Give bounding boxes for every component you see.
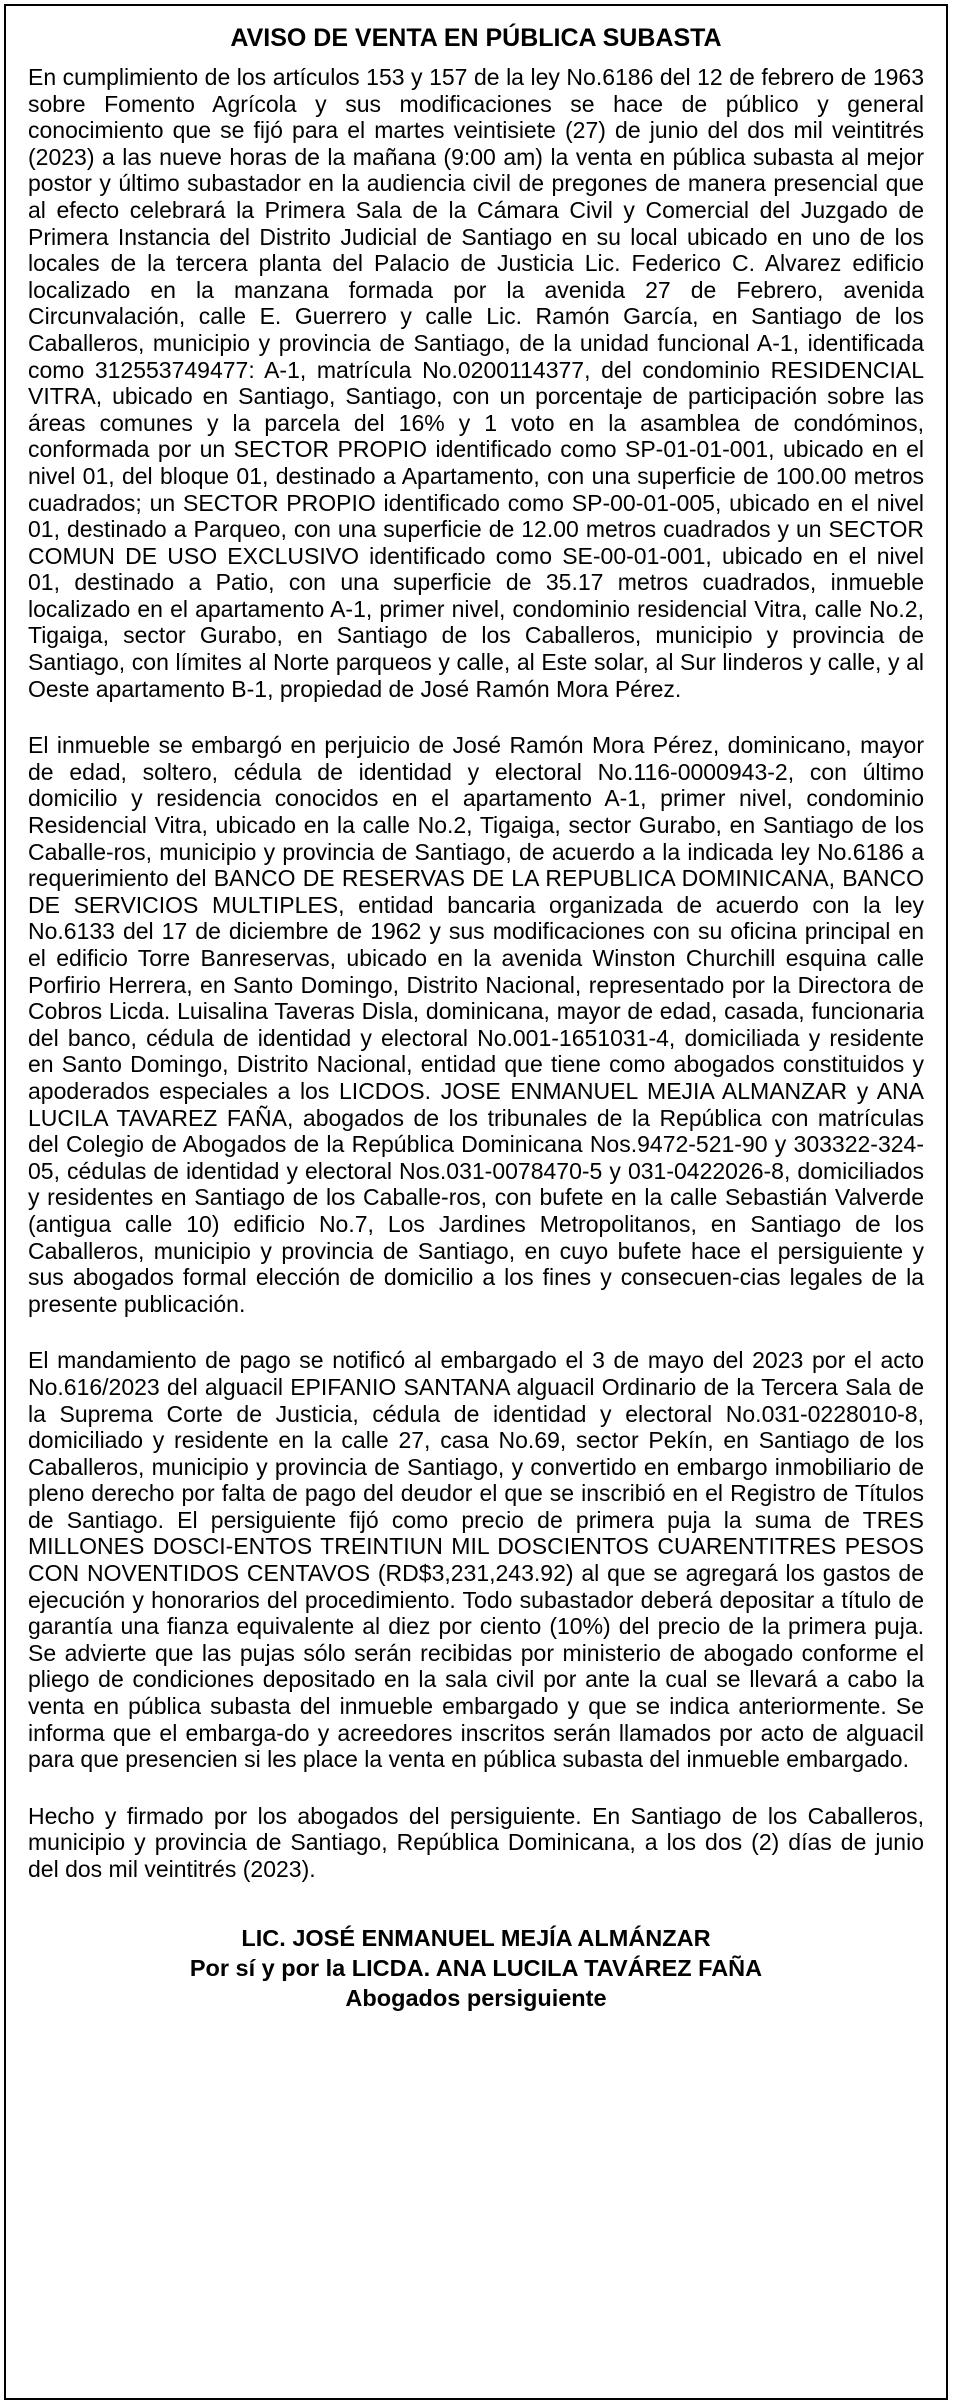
signature-role: Abogados persiguiente bbox=[345, 1984, 607, 2011]
notice-paragraph-seizure-parties: El inmueble se embargó en perjuicio de José Ramón Mora Pérez, dominicano, mayor de edad, soltero, cédula de identidad y electoral No.116-0000943-2, con último domicilio y residencia conocidos en el apartamento A-1, primer nivel, condominio Residencial Vitra, ubicado en la calle No.2, Tigaiga, sector Gurabo, en Santiago de los Caballe-ros, municipio y provincia de Santiago, de acuerdo a la indicada ley No.6186 a requerimiento del BANCO DE RESERVAS DE LA REPUBLICA DOMINICANA, BANCO DE SERVICIOS MULTIPLES, entidad bancaria organizada de acuerdo con la ley No.6133 del 17 de diciembre de 1962 y sus modificaciones con su oficina principal en el edificio Torre Banreservas, ubicado en la avenida Winston Churchill esquina calle Porfirio Herrera, en Santo Domingo, Distrito Nacional, representado por la Directora de Cobros Licda. Luisalina Taveras Disla, dominicana, mayor de edad, casada, funcionaria del banco, cédula de identidad y electoral No.001-1651031-4, domiciliada y residente en Santo Domingo, Distrito Nacional, entidad que tiene como abogados constituidos y apoderados especiales a los LICDOS. JOSE ENMANUEL MEJIA ALMANZAR y ANA LUCILA TAVAREZ FAÑA, abogados de los tribunales de la República con matrículas del Colegio de Abogados de la República Dominicana Nos.9472-521-90 y 303322-324-05, cédulas de identidad y electoral Nos.031-0078470-5 y 031-0422026-8, domiciliados y residentes en Santiago de los Caballe-ros, con bufete en la calle Sebastián Valverde (antigua calle 10) edificio No.7, Los Jardines Metropolitanos, en Santiago de los Caballeros, municipio y provincia de Santiago, en cuyo bufete hace el persiguiente y sus abogados formal elección de domicilio a los fines y consecuen-cias legales de la presente publicación. bbox=[28, 732, 924, 1317]
notice-paragraph-payment-order: El mandamiento de pago se notificó al embargado el 3 de mayo del 2023 por el acto No.616/2023 del alguacil EPIFANIO SANTANA alguacil Ordinario de la Tercera Sala de la Suprema Corte de Justicia, cédula de identidad y electoral No.031-0228010-8, domiciliado y residente en la calle 27, casa No.69, sector Pekín, en Santiago de los Caballeros, municipio y provincia de Santiago, y convertido en embargo inmobiliario de pleno derecho por falta de pago del deudor el que se inscribió en el Registro de Títulos de Santiago. El persiguiente fijó como precio de primera puja la suma de TRES MILLONES DOSCI-ENTOS TREINTIUN MIL DOSCIENTOS CUARENTITRES PESOS CON NOVENTIDOS CENTAVOS (RD$3,231,243.92) al que se agregará los gastos de ejecución y honorarios del procedimiento. Todo subastador deberá depositar a título de garantía una fianza equivalente al diez por ciento (10%) del precio de la primera puja. Se advierte que las pujas sólo serán recibidas por ministerio de abogado conforme el pliego de condiciones depositado en la sala civil por ante la cual se llevará a cabo la venta en pública subasta del inmueble embargado y que se indica anteriormente. Se informa que el embarga-do y acreedores inscritos serán llamados por acto de alguacil para que presencien si les place la venta en pública subasta del inmueble embargado. bbox=[28, 1347, 924, 1773]
legal-notice bbox=[4, 4, 948, 2400]
signature-name: LIC. JOSÉ ENMANUEL MEJÍA ALMÁNZAR bbox=[241, 1924, 711, 1951]
signature-on-behalf: Por sí y por la LICDA. ANA LUCILA TAVÁREZ FAÑA bbox=[189, 1954, 763, 1981]
signature-block bbox=[28, 1923, 924, 2013]
notice-title: AVISO DE VENTA EN PÚBLICA SUBASTA bbox=[230, 24, 722, 52]
notice-paragraph-auction-terms: En cumplimiento de los artículos 153 y 157 de la ley No.6186 del 12 de febrero de 1963 sobre Fomento Agrícola y sus modificaciones se hace de público y general conocimiento que se fijó para el martes veintisiete (27) de junio del dos mil veintitrés (2023) a las nueve horas de la mañana (9:00 am) la venta en pública subasta al mejor postor y último subastador en la audiencia civil de pregones de manera presencial que al efecto celebrará la Primera Sala de la Cámara Civil y Comercial del Juzgado de Primera Instancia del Distrito Judicial de Santiago en su local ubicado en uno de los locales de la tercera planta del Palacio de Justicia Lic. Federico C. Alvarez edificio localizado en la manzana formada por la avenida 27 de Febrero, avenida Circunvalación, calle E. Guerrero y calle Lic. Ramón García, en Santiago de los Caballeros, municipio y provincia de Santiago, de la unidad funcional A-1, identificada como 312553749477: A-1, matrícula No.0200114377, del condominio RESIDENCIAL VITRA, ubicado en Santiago, Santiago, con un porcentaje de participación sobre las áreas comunes y la parcela del 16% y 1 voto en la asamblea de condóminos, conformada por un SECTOR PROPIO identificado como SP-01-01-001, ubicado en el nivel 01, del bloque 01, destinado a Apartamento, con una superficie de 100.00 metros cuadrados; un SECTOR PROPIO identificado como SP-00-01-005, ubicado en el nivel 01, destinado a Parqueo, con una superficie de 12.00 metros cuadrados y un SECTOR COMUN DE USO EXCLUSIVO identificado como SE-00-01-001, ubicado en el nivel 01, destinado a Patio, con una superficie de 35.17 metros cuadrados, inmueble localizado en el apartamento A-1, primer nivel, condominio residencial Vitra, calle No.2, Tigaiga, sector Gurabo, en Santiago de los Caballeros, municipio y provincia de Santiago, con límites al Norte parqueos y calle, al Este solar, al Sur linderos y calle, y al Oeste apartamento B-1, propiedad de José Ramón Mora Pérez. bbox=[28, 64, 924, 702]
notice-paragraph-signed-date: Hecho y firmado por los abogados del persiguiente. En Santiago de los Caballeros, municipio y provincia de Santiago, República Dominicana, a los dos (2) días de junio del dos mil veintitrés (2023). bbox=[28, 1802, 924, 1882]
